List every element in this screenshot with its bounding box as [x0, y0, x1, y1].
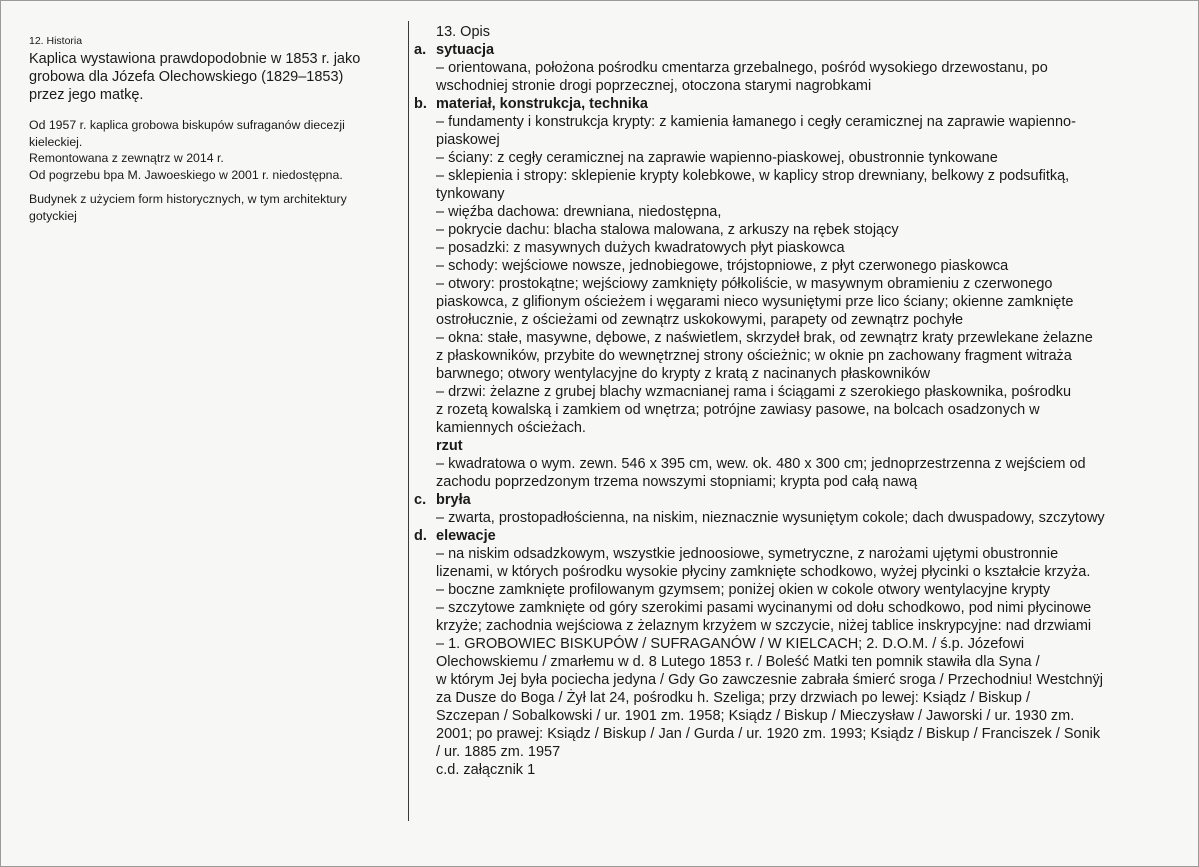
history-paragraph-2 — [29, 191, 399, 224]
section-b-line: piaskowej — [436, 132, 500, 148]
history-title-line: przez jego matkę. — [29, 87, 144, 103]
section-letter: d. — [414, 528, 427, 544]
rzut-line: – kwadratowa o wym. zewn. 546 x 395 cm, wew. ok. 480 x 300 cm; jednoprzestrzenna z wejściem od — [436, 456, 1086, 472]
section-b-heading — [414, 95, 1184, 113]
section-d-line: – na niskim odsadzkowym, wszystkie jednoosiowe, symetryczne, z narożami ujętymi obustronnie — [436, 546, 1059, 562]
history-title — [29, 50, 399, 104]
section-b-line: – drzwi: żelazne z grubej blachy wzmacnianej rama i ściągami z szerokiego płaskownika, pośrodku — [436, 384, 1072, 400]
section-b-line: – posadzki: z masywnych dużych kwadratowych płyt piaskowca — [436, 240, 845, 256]
section-b-line: – schody: wejściowe nowsze, jednobiegowe, trójstopniowe, z płyt czerwonego piaskowca — [436, 258, 1009, 274]
section-letter: a. — [414, 42, 427, 58]
history-line: kieleckiej. — [29, 134, 83, 149]
section-title: elewacje — [436, 528, 496, 544]
history-paragraph-1 — [29, 117, 399, 183]
section-d-line: za Dusze do Boga / Żył lat 24, pośrodku h. Szeliga; przy drzwiach po lewej: Ksiądz / Biskup / — [436, 690, 1030, 706]
section-a-line: – orientowana, położona pośrodku cmentarza grzebalnego, pośród wysokiego drzewostanu, po — [436, 60, 1048, 76]
history-label: 12. Historia — [29, 35, 83, 47]
section-b-line: – więźba dachowa: drewniana, niedostępna, — [436, 204, 722, 220]
section-d-line: krzyże; zachodnia wejściowa z żelaznym krzyżem w szczycie, niżej tablice inskrypcyjne: nad drzwiami — [436, 618, 1092, 634]
section-d-heading — [414, 527, 1184, 545]
section-title: materiał, konstrukcja, technika — [436, 96, 648, 112]
section-title: sytuacja — [436, 42, 495, 58]
section-b-line: z płaskowników, przybite do wewnętrznej strony ościeżnic; w oknie pn zachowany fragment witraża — [436, 348, 1072, 364]
history-line: Od 1957 r. kaplica grobowa biskupów sufraganów diecezji — [29, 118, 345, 132]
rzut-line: zachodu poprzedzonym trzema nowszymi stopniami; krypta pod całą nawą — [436, 474, 918, 490]
section-d-line: lizenami, w których pośrodku wysokie płyciny zamknięte schodkowo, wyżej płycinki o kształcie krzyża. — [436, 564, 1091, 580]
section-d-line: / ur. 1885 zm. 1957 — [436, 744, 561, 760]
section-d-line: w którym Jej była pociecha jedyna / Gdy Go zawczesnie zabrała śmierć sroga / Przechodniu! Westchnÿj — [436, 672, 1104, 688]
section-a-line: wschodniej stronie drogi poprzecznej, otoczona starymi nagrobkami — [436, 78, 872, 94]
section-b-line: – fundamenty i konstrukcja krypty: z kamienia łamanego i cegły ceramicznej na zaprawie wapienno- — [436, 114, 1076, 130]
section-d-line: Szczepan / Sobalkowski / ur. 1901 zm. 1958; Ksiądz / Biskup / Mieczysław / Jaworski / ur. 1930 zm. — [436, 708, 1075, 724]
section-b-line: kamiennych ościeżach. — [436, 420, 586, 436]
section-d-line: Olechowskiemu / zmarłemu w d. 8 Lutego 1853 r. / Boleść Matki ten pomnik stawiła dla Syna / — [436, 654, 1040, 670]
rzut-heading: rzut — [436, 438, 463, 454]
section-b-line: – sklepienia i stropy: sklepienie krypty kolebkowe, w kaplicy strop drewniany, belkowy z podsufitką, — [436, 168, 1070, 184]
section-b-line: piaskowca, z glifionym ościeżem i węgarami nieco wysuniętymi prze lico ściany; okienne zamknięte — [436, 294, 1074, 310]
section-letter: b. — [414, 96, 427, 112]
history-line: Od pogrzebu bpa M. Jawoeskiego w 2001 r. niedostępna. — [29, 167, 343, 182]
section-d-line: – 1. GROBOWIEC BISKUPÓW / SUFRAGANÓW / W KIELCACH; 2. D.O.M. / ś.p. Józefowi — [436, 636, 1025, 652]
section-b-line: z rozetą kowalską i zamkiem od wnętrza; potrójne zawiasy pasowe, na bolcach osadzonych w — [436, 402, 1040, 418]
section-b-line: barwnego; otwory wentylacyjne do krypty z kratą z nacinanych płaskowników — [436, 366, 931, 382]
history-title-line: Kaplica wystawiona prawdopodobnie w 1853 r. jako — [29, 51, 361, 67]
section-b-line: ostrołucznie, z ościeżami od zewnątrz uskokowymi, parapety od zewnątrz pochyłe — [436, 312, 964, 328]
section-d-line: 2001; po prawej: Ksiądz / Biskup / Jan / Gurda / ur. 1920 zm. 1993; Ksiądz / Biskup / Franciszek / Sonik — [436, 726, 1101, 742]
section-c-heading — [414, 491, 1184, 509]
section-b-line: – okna: stałe, masywne, dębowe, z naświetlem, skrzydeł brak, od zewnątrz kraty przewlekane żelazne — [436, 330, 1093, 346]
history-line: gotyckiej — [29, 208, 77, 223]
description-column — [414, 23, 1184, 779]
continuation-note: c.d. załącznik 1 — [436, 762, 536, 778]
section-b-line: – ściany: z cegły ceramicznej na zaprawie wapienno-piaskowej, obustronnie tynkowane — [436, 150, 998, 166]
section-title: bryła — [436, 492, 471, 508]
section-d-line: – boczne zamknięte profilowanym gzymsem; poniżej okien w cokole otwory wentylacyjne krypty — [436, 582, 1051, 598]
section-letter: c. — [414, 492, 427, 508]
history-line: Budynek z użyciem form historycznych, w tym architektury — [29, 192, 347, 206]
section-a-heading — [414, 41, 1184, 59]
section-b-line: – pokrycie dachu: blacha stalowa malowana, z arkuszy na rębek stojący — [436, 222, 899, 238]
section-b-line: tynkowany — [436, 186, 505, 202]
history-title-line: grobowa dla Józefa Olechowskiego (1829–1853) — [29, 69, 344, 85]
history-column — [29, 35, 399, 224]
description-title: 13. Opis — [436, 24, 490, 40]
section-b-line: – otwory: prostokątne; wejściowy zamknięty półkoliście, w masywnym obramieniu z czerwonego — [436, 276, 1053, 292]
section-d-line: – szczytowe zamknięte od góry szerokimi pasami wycinanymi od dołu schodkowo, pod nimi płycinowe — [436, 600, 1092, 616]
column-divider — [408, 21, 409, 821]
section-c-line: – zwarta, prostopadłościenna, na niskim, nieznacznie wysuniętym cokole; dach dwuspadowy, szczytowy — [436, 510, 1105, 526]
history-line: Remontowana z zewnątrz w 2014 r. — [29, 151, 224, 165]
